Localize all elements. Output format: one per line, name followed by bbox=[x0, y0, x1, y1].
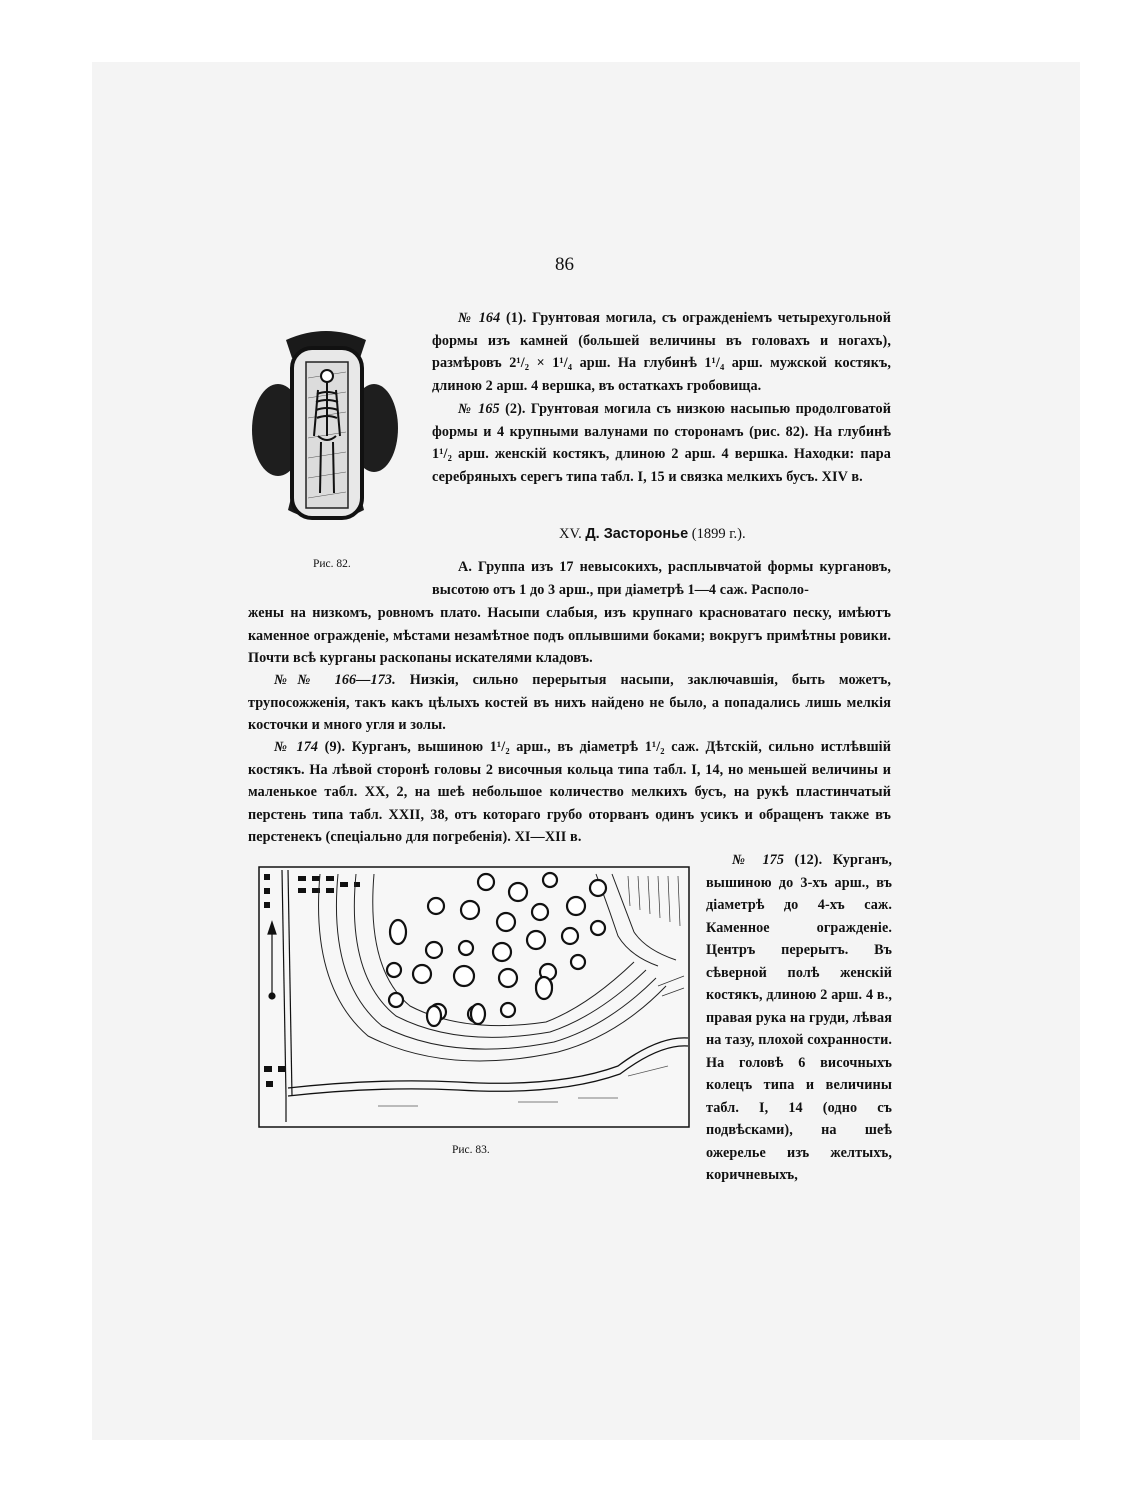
section-heading bbox=[559, 526, 746, 543]
entry-164-text: (1). Грунтовая могила, съ огражденіемъ четырехугольной формы изъ камней (большей величины въ головахъ и ногахъ), размѣровъ 2¹/₂ × 1¹/₄ арш. На глубинѣ 1¹/₄ арш. мужской костякъ, длиною 2 арш. 4 вершка, въ остаткахъ гробовища. bbox=[432, 310, 891, 394]
entry-164-number: № 164 bbox=[458, 310, 501, 326]
entry-166-173-text: Низкія, сильно перерытыя насыпи, заключавшія, быть можетъ, трупосожженія, такъ какъ цѣлыхъ костей въ нихъ найдено не было, а попадались лишь мелкія косточки и много угля и золы. bbox=[248, 672, 891, 733]
figure-83-site-map bbox=[258, 866, 690, 1128]
entry-165-number: № 165 bbox=[458, 401, 500, 417]
entry-166-173-number: №№ 166—173. bbox=[274, 672, 396, 688]
entry-175 bbox=[706, 849, 892, 1187]
section-year: (1899 г.). bbox=[691, 526, 746, 542]
entry-175-text: (12). Курганъ, вышиною до 3-хъ арш., въ діаметрѣ до 4-хъ саж. Каменное огражденіе. Центръ перерытъ. Въ сѣверной полѣ женскій костякъ, длиною 2 арш. 4 в., правая рука на груди, лѣвая на тазу, плохой сохранности. На головѣ 6 височныхъ колецъ типа и величины табл. I, 14 (одно съ подвѣсками), на шеѣ ожерелье изъ желтыхъ, коричневыхъ, bbox=[706, 852, 892, 1183]
section-roman: XV. bbox=[559, 526, 582, 542]
figure-83-caption: Рис. 83. bbox=[452, 1144, 490, 1156]
group-a-rest: жены на низкомъ, ровномъ плато. Насыпи слабыя, изъ крупнаго красноватаго песку, имѣютъ каменное огражденіе, мѣстами незамѣтное подъ оплывшими боками; вокругъ примѣтны ровики. Почти всѣ курганы раскопаны искателями кладовъ. bbox=[248, 605, 891, 666]
entry-175-number: № 175 bbox=[732, 852, 785, 868]
figure-82-caption: Рис. 82. bbox=[313, 558, 351, 570]
entry-174-text: (9). Курганъ, вышиною 1¹/₂ арш., въ діаметрѣ 1¹/₂ саж. Дѣтскій, сильно истлѣвшій костякъ. На лѣвой сторонѣ головы 2 височныя кольца типа табл. I, 14, но меньшей величины и маленькое табл. XX, 2, на шеѣ небольшое количество мелкихъ бусъ, на рукѣ пластинчатый перстень типа табл. XXII, 38, отъ котораго грубо оторванъ одинъ усикъ и обращенъ также въ перстенекъ (спеціально для погребенія). XI—XII в. bbox=[248, 739, 891, 845]
entry-164 bbox=[432, 307, 891, 397]
entry-174 bbox=[248, 736, 891, 849]
entry-166-173 bbox=[248, 669, 891, 737]
entry-165 bbox=[432, 398, 891, 488]
entry-174-number: № 174 bbox=[274, 739, 319, 755]
page-number: 86 bbox=[555, 254, 574, 275]
section-name: Д. Засторонье bbox=[585, 526, 689, 542]
figure-82-grave-drawing bbox=[248, 318, 398, 553]
group-a-first: А. Группа изъ 17 невысокихъ, расплывчатой формы кургановъ, высотою отъ 1 до 3 арш., при діаметрѣ 1—4 саж. Располо- bbox=[432, 559, 891, 598]
entry-165-text: (2). Грунтовая могила съ низкою насыпью продолговатой формы и 4 крупными валунами по сторонамъ (рис. 82). На глубинѣ 1¹/₂ арш. женскій костякъ, длиною 2 арш. 4 вершка. Находки: пара серебряныхъ серегъ типа табл. I, 15 и связка мелкихъ бусъ. XIV в. bbox=[432, 401, 891, 485]
